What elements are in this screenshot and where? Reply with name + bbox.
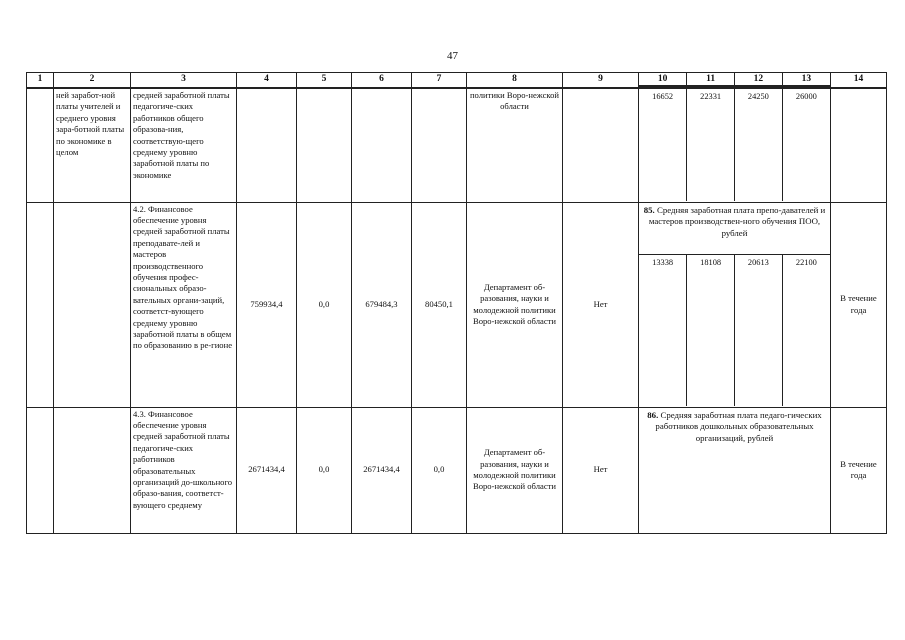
cell-col2 [54,407,131,533]
cell-col7: 80450,1 [412,202,467,407]
cell-col8: Департамент об-разования, науки и молодежной политики Воро-нежской области [467,407,563,533]
header-cell: 3 [131,73,237,89]
indicator-values [639,88,831,202]
cell-col14: В течение года [831,202,887,407]
cell-col1 [27,88,54,202]
cell-col9: Нет [563,202,639,407]
cell-col9: Нет [563,407,639,533]
header-cell: 10 [639,73,687,86]
indicator-text: Средняя заработная плата препо-давателей и мастеров производствен-ного обучения ПОО, рублей [648,204,826,238]
indicator-title [639,203,830,255]
indicator-number: 86. [647,409,659,420]
cell-col3: 4.2. Финансовое обеспечение уровня средней заработной платы преподавате-лей и мастеров производственного обучения профес-сиональных образо-вательных органи-заций, соответст-вующего среднему уровню заработной платы в общем по образованию в ре-гионе [131,202,237,407]
cell-col7 [412,88,467,202]
page-number: 47 [447,50,458,62]
cell-col6: 2671434,4 [352,407,412,533]
cell-col1 [27,202,54,407]
header-cell: 11 [687,73,735,86]
cell-col6: 679484,3 [352,202,412,407]
cell-col5: 0,0 [297,202,352,407]
cell-col8: Департамент об-разования, науки и молодежной политики Воро-нежской области [467,202,563,407]
cell-col14 [831,88,887,202]
header-cell: 12 [735,73,783,86]
value-cell: 24250 [735,89,783,201]
cell-col7: 0,0 [412,407,467,533]
value-cell: 22100 [782,255,830,406]
program-table [26,72,887,534]
cell-col9 [563,88,639,202]
header-cell: 13 [782,73,830,86]
cell-col5 [297,88,352,202]
value-cell: 16652 [652,92,674,101]
cell-col4 [237,88,297,202]
indicator-number: 85. [643,204,655,215]
indicator-text: Средняя заработная плата педаго-гических работников дошкольных образовательных организаций, рублей [655,409,822,443]
header-cell: 6 [352,73,412,89]
cell-col3: средней заработной платы педагогиче-ских работников общего образова-ния, соответствую-щего среднему уровню заработной платы по экономике [131,88,237,202]
table-row [27,88,887,202]
cell-col2: ней заработ-ной платы учителей и среднего уровня зара-ботной платы по экономике в целом [54,88,131,202]
table-row [27,202,887,407]
cell-col8: политики Воро-нежской области [467,88,563,202]
header-cell: 1 [27,73,54,89]
header-cell: 4 [237,73,297,89]
header-cell: 9 [563,73,639,89]
cell-col4: 2671434,4 [237,407,297,533]
table-row [27,407,887,533]
cell-col4: 759934,4 [237,202,297,407]
value-cell: 18108 [687,255,735,406]
value-cell: 13338 [652,258,674,267]
header-cell: 5 [297,73,352,89]
value-cell: 26000 [782,89,830,201]
header-row [27,73,887,89]
header-cell: 14 [831,73,887,89]
cell-col1 [27,407,54,533]
header-cell: 7 [412,73,467,89]
header-cell: 2 [54,73,131,89]
header-cell: 8 [467,73,563,89]
cell-col3: 4.3. Финансовое обеспечение уровня средней заработной платы педагогиче-ских работников образовательных организаций до-школьного образо-вания, соответст-вующего среднему [131,407,237,533]
indicator-block [639,202,831,407]
cell-col5: 0,0 [297,407,352,533]
value-cell: 20613 [735,255,783,406]
indicator-title [639,407,831,533]
value-cell: 22331 [687,89,735,201]
cell-col2 [54,202,131,407]
cell-col14: В течение года [831,407,887,533]
header-cell-group [639,73,831,89]
cell-col6 [352,88,412,202]
